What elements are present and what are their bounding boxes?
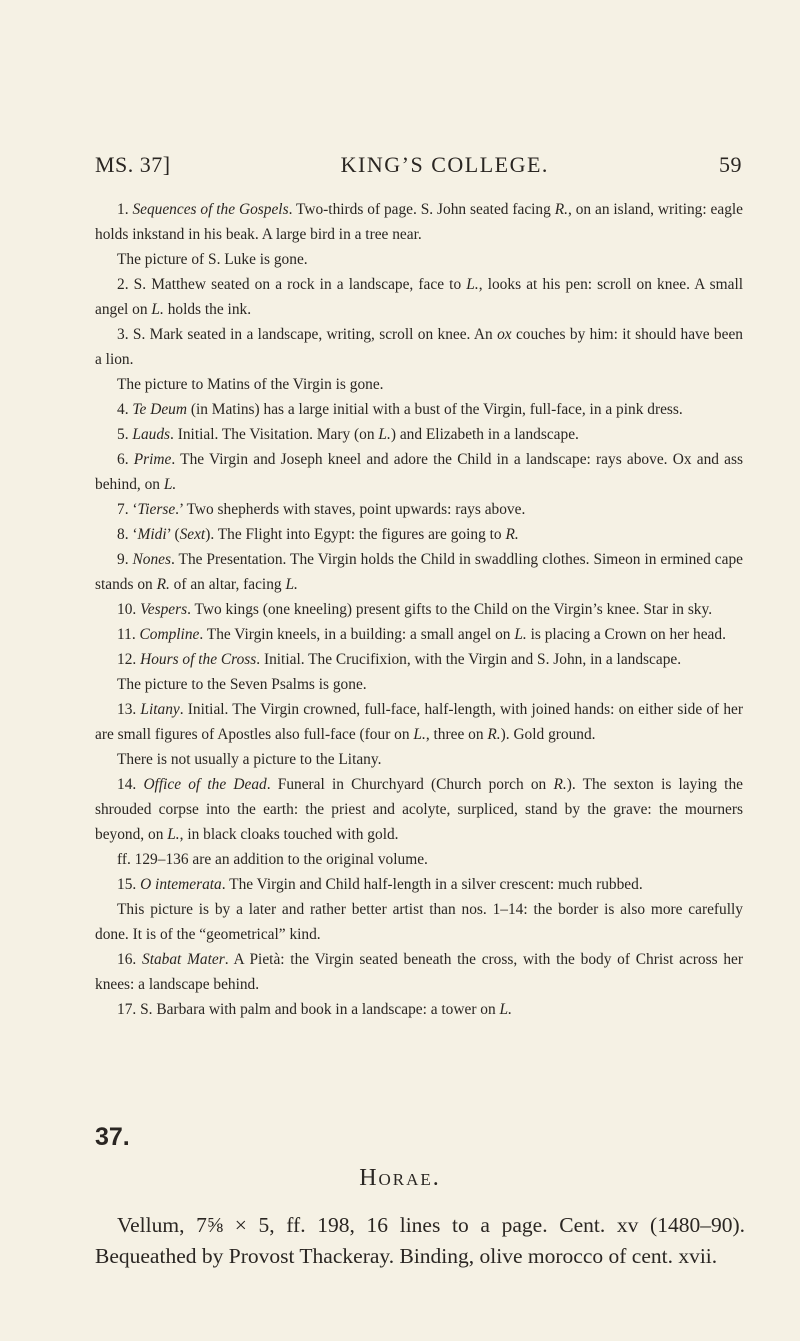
catalogue-paragraph bbox=[95, 522, 743, 547]
catalogue-paragraph bbox=[95, 672, 743, 697]
catalogue-paragraph bbox=[95, 322, 743, 372]
text-run: . Initial. The Virgin crowned, full-face, half-length, with joined hands: on either side of her are small figures of Apostles also full-face (four on bbox=[95, 701, 743, 743]
italic-text: R. bbox=[487, 726, 501, 743]
text-run: The picture to Matins of the Virgin is gone. bbox=[117, 376, 384, 393]
entry-description-text: Vellum, 7⅝ × 5, ff. 198, 16 lines to a page. Cent. xv (1480–90). Bequeathed by Provost Thackeray. Binding, olive morocco of cent. xvii. bbox=[95, 1213, 745, 1268]
italic-text: Sequences of the Gospels bbox=[132, 201, 289, 218]
italic-text: L. bbox=[514, 626, 527, 643]
italic-text: Office of the Dead bbox=[143, 776, 267, 793]
italic-text: Hours of the Cross bbox=[140, 651, 257, 668]
italic-text: Te Deum bbox=[132, 401, 187, 418]
text-run: . The Virgin and Child half-length in a silver crescent: much rubbed. bbox=[221, 876, 643, 893]
text-run: ff. 129–136 are an addition to the original volume. bbox=[117, 851, 428, 868]
text-run: of an altar, facing bbox=[169, 576, 286, 593]
catalogue-paragraph bbox=[95, 397, 743, 422]
catalogue-paragraph bbox=[95, 247, 743, 272]
catalogue-paragraph bbox=[95, 597, 743, 622]
page-number: 59 bbox=[718, 152, 742, 177]
text-run: . Funeral in Churchyard (Church porch on bbox=[266, 776, 554, 793]
text-run: 7. ‘ bbox=[117, 501, 138, 518]
catalogue-paragraph bbox=[95, 897, 743, 947]
italic-text: Tierse bbox=[137, 501, 176, 518]
text-run: , looks at his pen: scroll on knee. A small angel on bbox=[95, 276, 743, 318]
text-run: . Two kings (one kneeling) present gifts to the Child on the Virgin’s knee. Star in sky. bbox=[187, 601, 713, 618]
text-run: . The Virgin and Joseph kneel and adore the Child in a landscape: rays above. Ox and ass behind, on bbox=[95, 451, 743, 493]
catalogue-paragraph bbox=[95, 447, 743, 497]
catalogue-paragraph bbox=[95, 647, 743, 672]
running-title: KING’S COLLEGE. bbox=[340, 152, 549, 177]
text-run: ). The Flight into Egypt: the figures are going to bbox=[205, 526, 506, 543]
text-run: . Two-thirds of page. S. John seated facing bbox=[288, 201, 555, 218]
text-run: holds the ink. bbox=[163, 301, 252, 318]
text-run: 4. bbox=[117, 401, 133, 418]
catalogue-paragraph bbox=[95, 872, 743, 897]
catalogue-paragraph bbox=[95, 372, 743, 397]
italic-text: L. bbox=[466, 276, 479, 293]
text-run: (in Matins) has a large initial with a bust of the Virgin, full-face, in a pink dress. bbox=[186, 401, 683, 418]
text-run: ). The sexton is laying the shrouded corpse into the earth: the priest and acolyte, surpliced, stand by the grave: the mourners beyond, on bbox=[95, 776, 743, 843]
text-run: is placing a Crown on her head. bbox=[526, 626, 726, 643]
entry-title: Horae. bbox=[359, 1165, 441, 1191]
text-run: 17. S. Barbara with palm and book in a landscape: a tower on bbox=[117, 1001, 500, 1018]
text-run: 3. S. Mark seated in a landscape, writing, scroll on knee. An bbox=[117, 326, 498, 343]
italic-text: L. bbox=[163, 476, 177, 493]
text-run: , in black cloaks touched with gold. bbox=[179, 826, 399, 843]
text-run: . A Pietà: the Virgin seated beneath the cross, with the body of Christ across her knees: a landscape behind. bbox=[95, 951, 743, 993]
catalogue-paragraph bbox=[95, 947, 743, 997]
text-run: , three on bbox=[425, 726, 488, 743]
text-run: The picture to the Seven Psalms is gone. bbox=[117, 676, 367, 693]
text-run: 14. bbox=[117, 776, 144, 793]
text-run: 15. bbox=[117, 876, 141, 893]
italic-text: Sext bbox=[179, 526, 206, 543]
italic-text: L. bbox=[499, 1001, 512, 1018]
catalogue-paragraph bbox=[95, 747, 743, 772]
text-run: . The Presentation. The Virgin holds the Child in swaddling clothes. Simeon in ermined cape stands on bbox=[95, 551, 743, 593]
text-run: ’ ( bbox=[166, 526, 180, 543]
catalogue-paragraph bbox=[95, 847, 743, 872]
catalogue-paragraph bbox=[95, 697, 743, 747]
text-run: 13. bbox=[117, 701, 141, 718]
italic-text: R. bbox=[553, 776, 567, 793]
italic-text: L. bbox=[378, 426, 391, 443]
text-run: 1. bbox=[117, 201, 133, 218]
catalogue-paragraph bbox=[95, 547, 743, 597]
running-head bbox=[95, 152, 742, 178]
catalogue-body bbox=[95, 197, 743, 1022]
italic-text: R. bbox=[554, 201, 568, 218]
text-run: couches by him: it should have been a lion. bbox=[95, 326, 743, 368]
text-run: This picture is by a later and rather better artist than nos. 1–14: the border is also more carefully done. It is of the “geometrical” kind. bbox=[95, 901, 743, 943]
catalogue-paragraph bbox=[95, 272, 743, 322]
text-run: 2. S. Matthew seated on a rock in a landscape, face to bbox=[117, 276, 467, 293]
catalogue-paragraph bbox=[95, 622, 743, 647]
text-run: 16. bbox=[117, 951, 142, 968]
text-run: . Initial. The Crucifixion, with the Virgin and S. John, in a landscape. bbox=[256, 651, 682, 668]
italic-text: L. bbox=[285, 576, 298, 593]
text-run: . The Virgin kneels, in a building: a small angel on bbox=[199, 626, 515, 643]
entry-description bbox=[95, 1210, 745, 1272]
text-run: 12. bbox=[117, 651, 141, 668]
catalogue-paragraph bbox=[95, 422, 743, 447]
catalogue-paragraph bbox=[95, 197, 743, 247]
text-run: 10. bbox=[117, 601, 141, 618]
italic-text: R. bbox=[156, 576, 170, 593]
text-run: 8. ‘ bbox=[117, 526, 138, 543]
italic-text: Compline bbox=[139, 626, 200, 643]
italic-text: O intemerata bbox=[140, 876, 222, 893]
text-run: , on an island, writing: eagle holds inkstand in his beak. A large bird in a tree near. bbox=[95, 201, 743, 243]
italic-text: Vespers bbox=[140, 601, 188, 618]
text-run: . Initial. The Visitation. Mary (on bbox=[170, 426, 379, 443]
italic-text: Midi bbox=[137, 526, 167, 543]
italic-text: Prime bbox=[133, 451, 172, 468]
italic-text: Litany bbox=[140, 701, 180, 718]
catalogue-paragraph bbox=[95, 497, 743, 522]
text-run: ). Gold ground. bbox=[500, 726, 596, 743]
catalogue-paragraph bbox=[95, 772, 743, 847]
text-run: There is not usually a picture to the Litany. bbox=[117, 751, 382, 768]
italic-text: ox bbox=[497, 326, 512, 343]
text-run: 5. bbox=[117, 426, 133, 443]
italic-text: Stabat Mater bbox=[142, 951, 225, 968]
text-run: .’ Two shepherds with staves, point upwards: rays above. bbox=[175, 501, 526, 518]
text-run: 9. bbox=[117, 551, 133, 568]
text-run: 11. bbox=[117, 626, 140, 643]
text-run: The picture of S. Luke is gone. bbox=[117, 251, 308, 268]
entry-number: 37. bbox=[95, 1123, 130, 1151]
italic-text: L. bbox=[413, 726, 426, 743]
italic-text: Nones bbox=[132, 551, 171, 568]
italic-text: Lauds bbox=[132, 426, 171, 443]
italic-text: L. bbox=[167, 826, 180, 843]
catalogue-paragraph bbox=[95, 997, 743, 1022]
manuscript-ref: MS. 37] bbox=[95, 152, 171, 177]
text-run: ) and Elizabeth in a landscape. bbox=[390, 426, 579, 443]
italic-text: L. bbox=[151, 301, 164, 318]
text-run: 6. bbox=[117, 451, 134, 468]
italic-text: R. bbox=[505, 526, 519, 543]
